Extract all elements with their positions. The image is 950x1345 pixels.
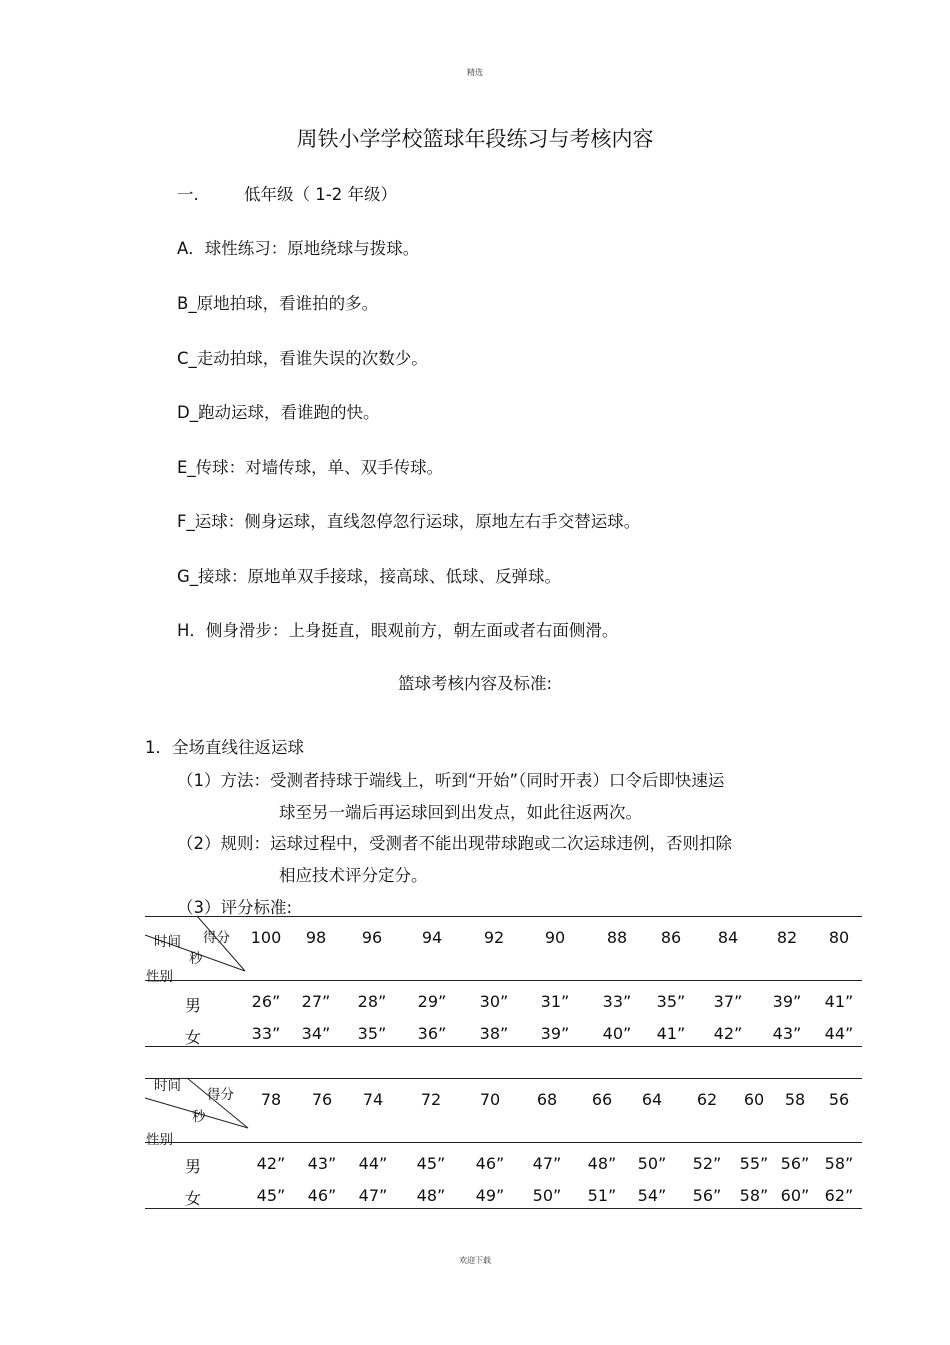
table-bottom-rule bbox=[145, 1208, 862, 1209]
female-time-cell: 50” bbox=[532, 1186, 562, 1205]
male-time-cell: 44” bbox=[358, 1154, 388, 1173]
male-time-cell: 39” bbox=[772, 992, 802, 1011]
practice-item-b: B_原地拍球，看谁拍的多。 bbox=[177, 294, 379, 313]
header-time-label: 时间 bbox=[154, 1078, 181, 1094]
assessment-heading: 篮球考核内容及标准: bbox=[397, 674, 553, 693]
male-time-cell: 47” bbox=[532, 1154, 562, 1173]
row-label-male: 男 bbox=[185, 996, 202, 1015]
table-bottom-rule bbox=[145, 1046, 862, 1047]
male-time-cell: 35” bbox=[656, 992, 686, 1011]
score-cell: 88 bbox=[606, 928, 628, 947]
score-table-2 bbox=[145, 1078, 862, 1210]
page-header: 精选 bbox=[467, 68, 483, 77]
score-cell: 100 bbox=[250, 928, 282, 947]
row-label-male: 男 bbox=[185, 1157, 202, 1176]
male-time-cell: 48” bbox=[587, 1154, 617, 1173]
practice-item-c: C_走动拍球，看谁失误的次数少。 bbox=[177, 349, 428, 368]
female-time-cell: 33” bbox=[251, 1024, 281, 1043]
female-time-cell: 47” bbox=[358, 1186, 388, 1205]
page-footer: 欢迎下载 bbox=[459, 1256, 491, 1265]
practice-item-a: A．球性练习：原地绕球与拨球。 bbox=[177, 239, 420, 258]
score-cell: 80 bbox=[828, 928, 850, 947]
header-time-label: 时间 bbox=[154, 934, 181, 950]
male-time-cell: 41” bbox=[824, 992, 854, 1011]
male-time-cell: 26” bbox=[251, 992, 281, 1011]
score-cell: 72 bbox=[420, 1090, 442, 1109]
method-line-2: 球至另一端后再运球回到出发点，如此往返两次。 bbox=[279, 803, 642, 822]
score-cell: 84 bbox=[717, 928, 739, 947]
female-time-cell: 48” bbox=[416, 1186, 446, 1205]
score-cell: 78 bbox=[260, 1090, 282, 1109]
practice-item-g: G_接球：原地单双手接球，接高球、低球、反弹球。 bbox=[177, 567, 562, 586]
male-time-cell: 55” bbox=[739, 1154, 769, 1173]
method-line-1: （1）方法：受测者持球于端线上，听到“开始”（同时开表）口令后即快速运 bbox=[177, 771, 725, 790]
score-cell: 90 bbox=[544, 928, 566, 947]
score-cell: 60 bbox=[743, 1090, 765, 1109]
female-time-cell: 51” bbox=[587, 1186, 617, 1205]
header-seconds-label: 秒 bbox=[192, 1109, 206, 1125]
score-cell: 68 bbox=[536, 1090, 558, 1109]
score-table-1 bbox=[145, 916, 862, 1048]
female-time-cell: 49” bbox=[475, 1186, 505, 1205]
score-cell: 86 bbox=[660, 928, 682, 947]
score-cell: 70 bbox=[479, 1090, 501, 1109]
score-cell: 56 bbox=[828, 1090, 850, 1109]
female-time-cell: 54” bbox=[637, 1186, 667, 1205]
section-number: 一. bbox=[177, 185, 199, 204]
score-cell: 98 bbox=[305, 928, 327, 947]
male-time-cell: 45” bbox=[416, 1154, 446, 1173]
female-time-cell: 45” bbox=[256, 1186, 286, 1205]
female-time-cell: 56” bbox=[692, 1186, 722, 1205]
female-time-cell: 39” bbox=[540, 1024, 570, 1043]
female-time-cell: 60” bbox=[780, 1186, 810, 1205]
female-time-cell: 46” bbox=[307, 1186, 337, 1205]
female-time-cell: 43” bbox=[772, 1024, 802, 1043]
table-header-rule bbox=[145, 1142, 862, 1143]
female-time-cell: 58” bbox=[739, 1186, 769, 1205]
score-cell: 64 bbox=[641, 1090, 663, 1109]
rules-line-1: （2）规则：运球过程中，受测者不能出现带球跑或二次运球违例，否则扣除 bbox=[177, 834, 732, 853]
score-cell: 82 bbox=[776, 928, 798, 947]
score-cell: 76 bbox=[311, 1090, 333, 1109]
male-time-cell: 33” bbox=[602, 992, 632, 1011]
score-cell: 94 bbox=[421, 928, 443, 947]
table-header-rule bbox=[145, 980, 862, 981]
male-time-cell: 46” bbox=[475, 1154, 505, 1173]
header-seconds-label: 秒 bbox=[189, 951, 203, 967]
header-score-label: 得分 bbox=[207, 1087, 234, 1103]
test-title: 1．全场直线往返运球 bbox=[145, 738, 304, 757]
header-gender-label: 性别 bbox=[146, 1132, 173, 1148]
female-time-cell: 40” bbox=[602, 1024, 632, 1043]
header-score-label: 得分 bbox=[203, 930, 230, 946]
score-cell: 66 bbox=[591, 1090, 613, 1109]
score-cell: 62 bbox=[696, 1090, 718, 1109]
female-time-cell: 35” bbox=[357, 1024, 387, 1043]
row-label-female: 女 bbox=[185, 1189, 202, 1208]
male-time-cell: 28” bbox=[357, 992, 387, 1011]
male-time-cell: 27” bbox=[301, 992, 331, 1011]
practice-item-h: H．侧身滑步：上身挺直，眼观前方，朝左面或者右面侧滑。 bbox=[177, 621, 619, 640]
male-time-cell: 58” bbox=[824, 1154, 854, 1173]
table-top-rule bbox=[145, 916, 862, 917]
male-time-cell: 29” bbox=[417, 992, 447, 1011]
female-time-cell: 36” bbox=[417, 1024, 447, 1043]
male-time-cell: 42” bbox=[256, 1154, 286, 1173]
female-time-cell: 38” bbox=[479, 1024, 509, 1043]
male-time-cell: 31” bbox=[540, 992, 570, 1011]
row-label-female: 女 bbox=[185, 1028, 202, 1047]
header-gender-label: 性别 bbox=[146, 969, 173, 985]
practice-item-e: E_传球：对墙传球，单、双手传球。 bbox=[177, 458, 444, 477]
document-title: 周铁小学学校篮球年段练习与考核内容 bbox=[296, 127, 654, 151]
male-time-cell: 56” bbox=[780, 1154, 810, 1173]
practice-item-f: F_运球：侧身运球，直线忽停忽行运球，原地左右手交替运球。 bbox=[177, 512, 641, 531]
female-time-cell: 41” bbox=[656, 1024, 686, 1043]
female-time-cell: 62” bbox=[824, 1186, 854, 1205]
rules-line-2: 相应技术评分定分。 bbox=[279, 866, 428, 885]
female-time-cell: 42” bbox=[713, 1024, 743, 1043]
female-time-cell: 44” bbox=[824, 1024, 854, 1043]
score-cell: 92 bbox=[483, 928, 505, 947]
male-time-cell: 37” bbox=[713, 992, 743, 1011]
score-cell: 74 bbox=[362, 1090, 384, 1109]
section-label: 低年级（ 1-2 年级） bbox=[244, 185, 397, 204]
score-cell: 96 bbox=[361, 928, 383, 947]
female-time-cell: 34” bbox=[301, 1024, 331, 1043]
male-time-cell: 50” bbox=[637, 1154, 667, 1173]
score-cell: 58 bbox=[784, 1090, 806, 1109]
criteria-label: （3）评分标准: bbox=[177, 898, 293, 917]
practice-item-d: D_跑动运球，看谁跑的快。 bbox=[177, 403, 380, 422]
male-time-cell: 30” bbox=[479, 992, 509, 1011]
male-time-cell: 52” bbox=[692, 1154, 722, 1173]
male-time-cell: 43” bbox=[307, 1154, 337, 1173]
